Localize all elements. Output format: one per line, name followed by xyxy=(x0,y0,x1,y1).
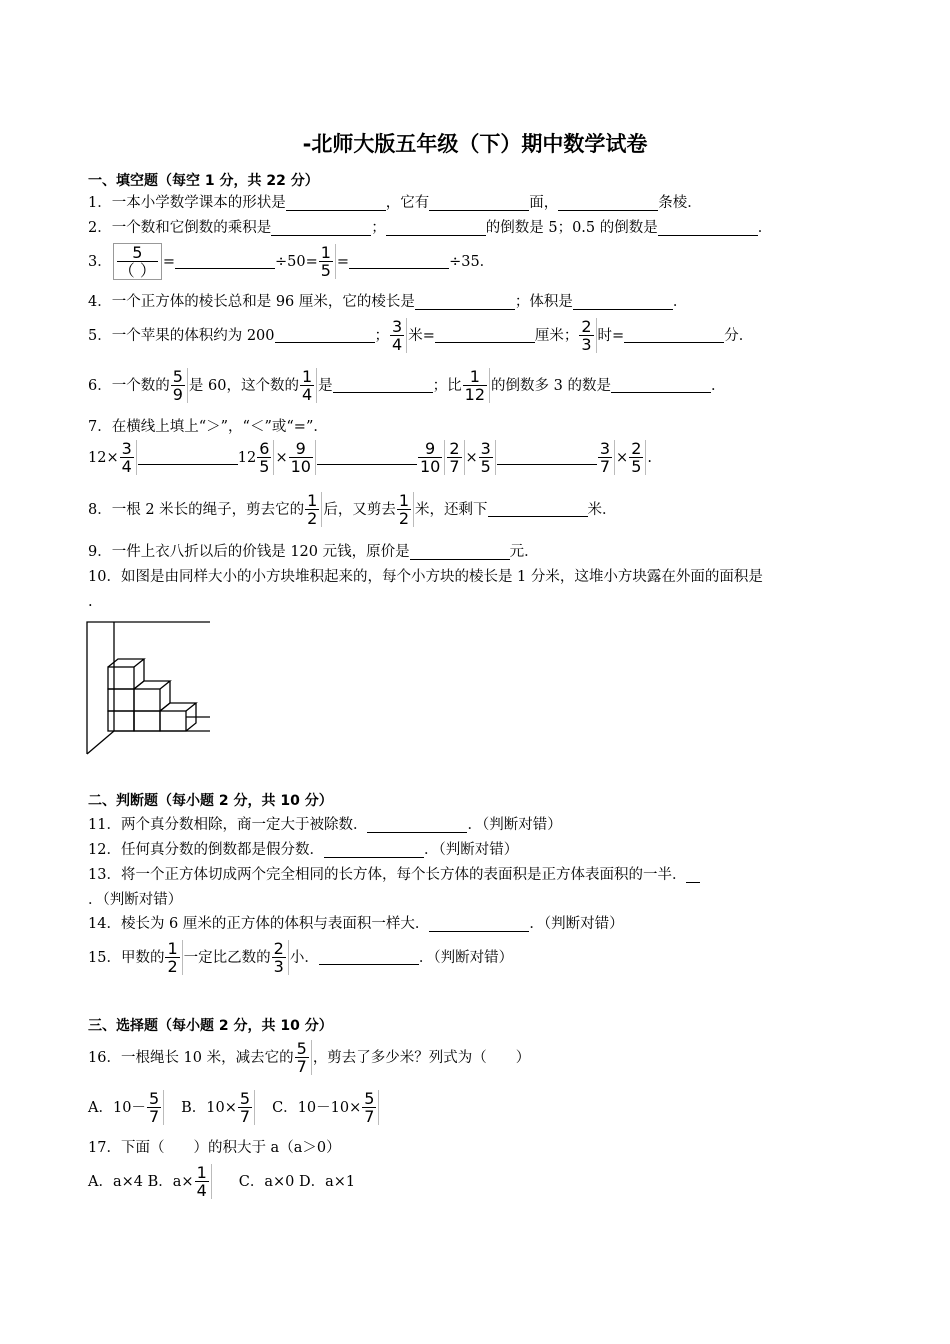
answer-blank[interactable] xyxy=(435,328,535,343)
question-17: 17．下面（ ）的积大于 a（a＞0） xyxy=(88,1140,341,1156)
answer-blank[interactable] xyxy=(175,254,275,269)
option-b[interactable]: B．10× xyxy=(181,1099,237,1116)
answer-blank[interactable] xyxy=(367,818,467,833)
fraction: $\frac{9}{10}$ xyxy=(289,440,316,475)
fraction: $\frac{1}{4}$ xyxy=(300,368,317,403)
answer-blank[interactable] xyxy=(573,295,673,310)
fraction: $\frac{1}{4}$ xyxy=(195,1164,212,1199)
fraction: $\frac{3}{5}$ xyxy=(479,440,496,475)
answer-blank[interactable] xyxy=(611,378,711,393)
question-8: 8．一根 2 米长的绳子，剪去它的 $\frac{1}{2}$ 后，又剪去 $\frac{1}{2}$ 米，还剩下 米． xyxy=(88,491,617,528)
fraction: $\frac{3}{7}$ xyxy=(598,440,615,475)
figure-frame xyxy=(87,622,210,754)
answer-blank[interactable] xyxy=(488,502,588,517)
question-3: 3． $\frac{5}{( )}$ = ÷50= $\frac{1}{5}$ = ÷35． xyxy=(88,243,495,280)
answer-blank[interactable] xyxy=(317,450,417,465)
question-2: 2．一个数和它倒数的乘积是 ； 的倒数是 5；0.5 的倒数是 ． xyxy=(88,220,773,236)
fraction: $\frac{2}{3}$ xyxy=(579,318,596,353)
answer-blank[interactable] xyxy=(558,196,658,211)
answer-blank[interactable] xyxy=(429,196,529,211)
fraction: $\frac{1}{2}$ xyxy=(397,492,414,527)
fraction: $\frac{1}{12}$ xyxy=(463,368,490,403)
fraction: $\frac{5}{7}$ xyxy=(295,1040,312,1075)
question-13-end: ．（判断对错） xyxy=(88,892,183,908)
answer-blank[interactable] xyxy=(686,868,700,883)
question-14: 14．棱长为 6 厘米的正方体的体积与表面积一样大． ．（判断对错） xyxy=(88,916,624,932)
question-7: 7．在横线上填上“＞”，“＜”或“=”． xyxy=(88,419,328,435)
option-c-d[interactable]: C．a×0 D．a×1 xyxy=(238,1173,356,1190)
answer-blank[interactable] xyxy=(658,221,758,236)
option-a-b[interactable]: A．a×4 B．a× xyxy=(88,1173,194,1190)
option-c[interactable]: C．10－10× xyxy=(272,1099,362,1116)
answer-blank[interactable] xyxy=(497,450,597,465)
answer-blank[interactable] xyxy=(349,254,449,269)
answer-blank[interactable] xyxy=(429,917,529,932)
answer-blank[interactable] xyxy=(319,950,419,965)
answer-blank[interactable] xyxy=(333,378,433,393)
fraction: $\frac{2}{3}$ xyxy=(272,940,289,975)
cube-stack-figure xyxy=(86,621,212,755)
question-11: 11．两个真分数相除，商一定大于被除数． ．（判断对错） xyxy=(88,817,562,833)
answer-blank[interactable] xyxy=(138,450,238,465)
fraction: $\frac{5}{7}$ xyxy=(238,1090,255,1125)
answer-blank[interactable] xyxy=(271,221,371,236)
answer-blank[interactable] xyxy=(415,295,515,310)
question-13: 13．将一个正方体切成两个完全相同的长方体，每个长方体的表面积是正方体表面积的一半． xyxy=(88,865,700,885)
exam-title: -北师大版五年级（下）期中数学试卷 xyxy=(302,132,648,156)
section-true-false: 二、判断题（每小题 2 分，共 10 分） xyxy=(88,793,333,809)
answer-blank[interactable] xyxy=(286,196,386,211)
question-7-expressions: 12× $\frac{3}{4}$ 12 $\frac{6}{5}$ × $\frac{9}{10}$ $\frac{9}{10}$ $\frac{2}{7}$ × $\frac{3}{5}$ $\frac{3}{7}$ × $\frac{2}{5}$ . xyxy=(88,439,652,476)
fraction: $\frac{6}{5}$ xyxy=(257,440,274,475)
question-4: 4．一个正方体的棱长总和是 96 厘米，它的棱长是 ；体积是 ． xyxy=(88,294,688,310)
fraction: $\frac{2}{7}$ xyxy=(447,440,464,475)
question-5: 5．一个苹果的体积约为 200 ； $\frac{3}{4}$ 米= 厘米； $\frac{2}{3}$ 时= 分． xyxy=(88,317,754,354)
section-multiple-choice: 三、选择题（每小题 2 分，共 10 分） xyxy=(88,1018,333,1034)
question-6: 6．一个数的 $\frac{5}{9}$ 是 60，这个数的 $\frac{1}{4}$ 是 ；比 $\frac{1}{12}$ 的倒数多 3 的数是 ． xyxy=(88,367,726,404)
fraction: $\frac{5}{9}$ xyxy=(171,368,188,403)
fraction: $\frac{5}{7}$ xyxy=(362,1090,379,1125)
fraction: $\frac{9}{10}$ xyxy=(418,440,445,475)
fraction: $\frac{5}{( )}$ xyxy=(113,243,162,280)
section-fill-blank: 一、填空题（每空 1 分，共 22 分） xyxy=(88,173,319,189)
question-10: 10．如图是由同样大小的小方块堆积起来的，每个小方块的棱长是 1 分米，这堆小方块露在外面的面积是 xyxy=(88,569,763,585)
fraction: $\frac{1}{2}$ xyxy=(305,492,322,527)
answer-blank[interactable] xyxy=(386,221,486,236)
question-17-options xyxy=(88,1164,355,1199)
question-15: 15．甲数的 $\frac{1}{2}$ 一定比乙数的 $\frac{2}{3}$ 小． ．（判断对错） xyxy=(88,939,514,976)
fraction: $\frac{3}{4}$ xyxy=(390,318,407,353)
question-1: 1．一本小学数学课本的形状是 ，它有 面， 条棱． xyxy=(88,195,702,211)
fraction: $\frac{5}{7}$ xyxy=(147,1090,164,1125)
fraction: $\frac{1}{2}$ xyxy=(165,940,182,975)
answer-blank[interactable] xyxy=(410,545,510,560)
question-10-end: . xyxy=(88,594,93,610)
answer-blank[interactable] xyxy=(324,843,424,858)
answer-blank[interactable] xyxy=(275,328,375,343)
question-12: 12．任何真分数的倒数都是假分数． ．（判断对错） xyxy=(88,842,519,858)
question-9: 9．一件上衣八折以后的价钱是 120 元钱，原价是 元． xyxy=(88,544,539,560)
option-a[interactable]: A．10－ xyxy=(88,1099,146,1116)
answer-blank[interactable] xyxy=(624,328,724,343)
fraction: $\frac{2}{5}$ xyxy=(629,440,646,475)
fraction: $\frac{1}{5}$ xyxy=(319,244,336,279)
question-16-options xyxy=(88,1090,380,1125)
fraction: $\frac{3}{4}$ xyxy=(120,440,137,475)
question-16: 16．一根绳长 10 米，减去它的 $\frac{5}{7}$ ，剪去了多少米？列式为（ ） xyxy=(88,1039,531,1076)
